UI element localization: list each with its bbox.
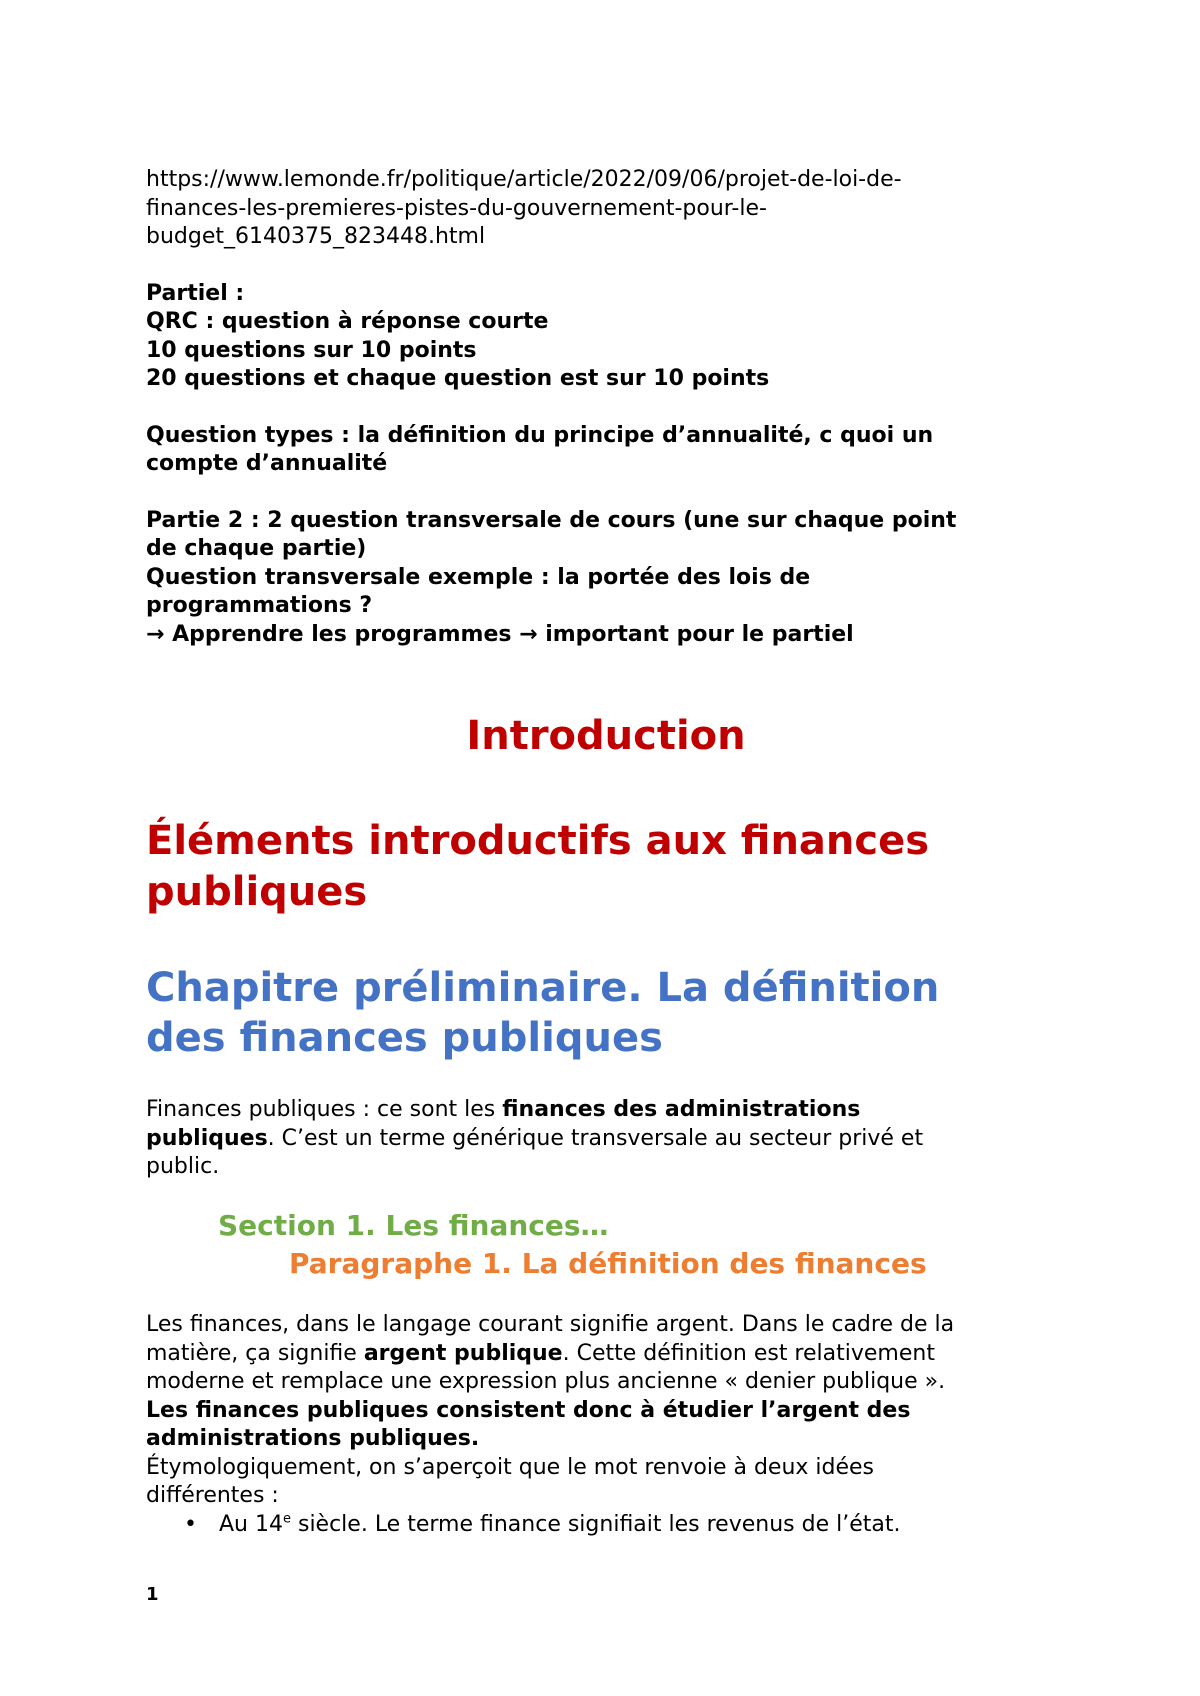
qrc-line: QRC : question à réponse courte xyxy=(146,309,549,334)
bullet-icon: • xyxy=(184,1511,197,1537)
heading-paragraphe-1: Paragraphe 1. La définition des finances xyxy=(289,1247,927,1280)
body-paragraph: Les finances, dans le langage courant signifie argent. Dans le cadre de la matière, ça signifie argent publique. Cette définition est relativement moderne et remplace une expression plus ancienne « denier publique ». Les finances publiques consistent donc à étudier l’argent des administrations publiques. Étymologiquement, on s’aperçoit que le mot renvoie à deux idées différentes : • Au 14e siècle. Le terme finance signifiait les revenus de l’état. xyxy=(146,1311,1066,1539)
twenty-questions-line: 20 questions et chaque question est sur 10 points xyxy=(146,366,770,391)
ten-questions-line: 10 questions sur 10 points xyxy=(146,337,477,363)
question-types-line-1: Question types : la définition du principe d’annualité, c quoi un xyxy=(146,422,934,448)
heading-chapitre-preliminaire: Chapitre préliminaire. La définition des finances publiques xyxy=(146,965,940,1061)
definition-paragraph: Finances publiques : ce sont les finances des administrations publiques. C’est un terme générique transversale au secteur privé et public. xyxy=(146,1097,924,1179)
partie2-line-2: de chaque partie) xyxy=(146,536,367,561)
exemple-line-2: programmations ? xyxy=(146,593,373,618)
heading-introduction: Introduction xyxy=(466,713,746,759)
page-number: 1 xyxy=(146,1584,159,1605)
heading-section-1: Section 1. Les finances… xyxy=(218,1209,609,1242)
arrow-line: → Apprendre les programmes → important pour le partiel xyxy=(146,621,854,647)
question-types-line-2: compte d’annualité xyxy=(146,451,388,476)
list-item: • Au 14e siècle. Le terme finance signifiait les revenus de l’état. xyxy=(146,1511,1066,1540)
partie2-line-1: Partie 2 : 2 question transversale de cours (une sur chaque point xyxy=(146,507,957,533)
article-url[interactable]: https://www.lemonde.fr/politique/article/2022/09/06/projet-de-loi-de- finances-les-premieres-pistes-du-gouvernement-pour-le- budget_6140375_823448.html xyxy=(146,167,902,249)
partiel-label: Partiel : xyxy=(146,280,245,306)
exemple-line-1: Question transversale exemple : la portée des lois de xyxy=(146,564,811,590)
notes-block xyxy=(146,166,1066,649)
heading-elements-introductifs: Éléments introductifs aux finances publiques xyxy=(146,818,930,915)
